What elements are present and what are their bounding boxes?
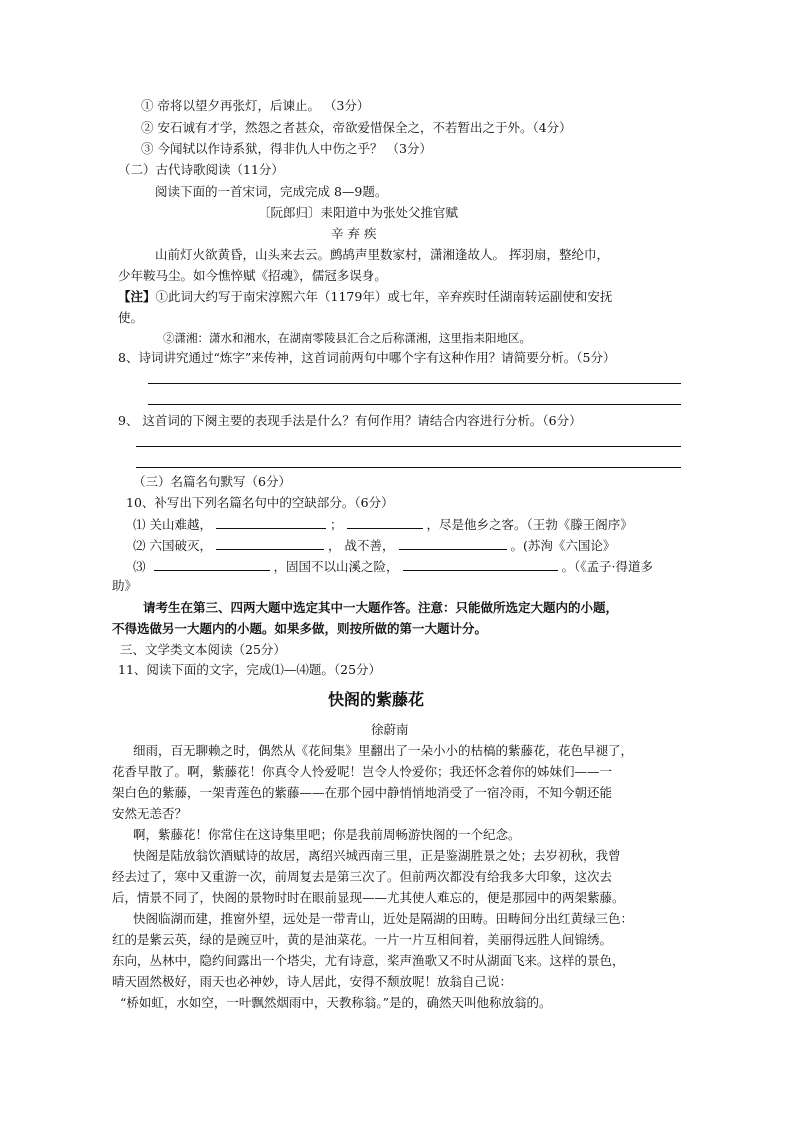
item-text: ，固国不以山溪之险， [273,559,399,574]
notice-line-1: 请考生在第三、四两大题中选定其中一大题作答。注意：只能做所选定大题内的小题， [143,600,619,615]
paragraph-line: 细雨，百无聊赖之时，偶然从《花间集》里翻出了一朵小小的枯槁的紫藤花，花色早褪了， [133,743,634,758]
paragraph-line: 架白色的紫藤，一架青莲色的紫藤——在那个园中静悄悄地消受了一宿冷雨，不知今朝还能 [112,785,613,800]
fill-blank[interactable] [216,537,324,550]
notice-line-2: 不得选做另一大题内的小题。如果多做，则按所做的第一大题计分。 [112,621,488,636]
paragraph-line: 晴天固然极好，雨天也必神妙，诗人居此，安得不颓放呢！放翁自己说： [112,974,513,989]
translation-item-3: ③ 今闻轼以作诗系狱，得非仇人中伤之乎？ （3分） [141,141,432,156]
dictation-heading: （三）名篇名句默写（6分） [133,474,291,489]
translation-item-2: ② 安石诚有才学，然怨之者甚众，帝欲爱惜保全之，不若暂出之于外。（4分） [141,120,572,135]
question-11: 11、阅读下面的文字，完成⑴—⑷题。（25分） [118,662,382,677]
paragraph-line: 花香早散了。啊，紫藤花！你真令人怜爱呢！岂令人怜爱你；我还怀念着你的姊妹们——一 [112,764,613,779]
item-text: ， 战不善， [328,538,395,553]
fill-blank[interactable] [399,537,507,550]
question-9: 9、 这首词的下阕主要的表现手法是什么？有何作用？请结合内容进行分析。（6分） [118,413,582,428]
poem-note-2: ②潇湘：潇水和湘水，在湖南零陵县汇合之后称潇湘，这里指耒阳地区。 [163,331,531,345]
poetry-heading: （二）古代诗歌阅读（11分） [118,162,284,177]
item-number: ⑴ [133,517,146,532]
dictation-item-3 [133,558,653,575]
dictation-item-1 [133,516,633,533]
section-3-heading: 三、文学类文本阅读（25分） [120,642,286,657]
question-10: 10、补写出下列名篇名句中的空缺部分。（6分） [126,495,394,510]
dictation-item-2 [133,537,615,554]
note-1-text: ①此词大约写于南宋淳熙六年（1179年）或七年，辛弃疾时任湖南转运副使和安抚 [155,289,613,304]
answer-line[interactable] [136,467,681,468]
answer-line[interactable] [136,446,681,447]
poem-note-1-cont: 使。 [118,310,144,325]
paragraph-line: 经去过了，寒中又重游一次，前周复去是第三次了。但前两次都没有给我多大印象，这次去 [112,869,613,884]
fill-blank[interactable] [154,558,270,571]
fill-blank[interactable] [216,516,326,529]
paragraph-line: 啊，紫藤花！你常住在这诗集里吧；你是我前周畅游快阁的一个纪念。 [133,827,521,842]
poem-line-1: 山前灯火欲黄昏，山头来去云。鹧鸪声里数家村，潇湘逢故人。 挥羽扇，整纶巾， [155,247,609,262]
article-author: 徐蔚南 [371,722,409,737]
item-text: 。(苏洵《六国论》 [510,538,616,553]
paragraph-line: 东向，丛林中，隐约间露出一个塔尖，尤有诗意，桨声渔歌又不时从湖面飞来。这样的景色， [112,953,625,968]
item-text: 关山难越， [149,517,213,532]
fill-blank[interactable] [347,516,423,529]
poem-line-2: 少年鞍马尘。如今憔悴赋《招魂》，儒冠多误身。 [118,268,387,283]
poem-title: 〔阮郎归〕耒阳道中为张处父推官赋 [258,205,459,220]
paragraph-line: 快阁临湖而建，推窗外望，远处是一带青山，近处是隔湖的田畴。田畴间分出红黄绿三色： [133,911,634,926]
poetry-instruction: 阅读下面的一首宋词，完成完成 8—9题。 [155,184,388,199]
paragraph-line: 快阁是陆放翁饮酒赋诗的故居，离绍兴城西南三里，正是鉴湖胜景之处；去岁初秋，我曾 [133,848,621,863]
article-title: 快阁的紫藤花 [328,690,425,709]
question-8: 8、诗词讲究通过“炼字”来传神，这首词前两句中哪个字有这种作用？请简要分析。（5分） [118,350,616,365]
fill-blank[interactable] [403,558,558,571]
item-number: ⑶ [133,559,146,574]
item-text: 六国破灭， [149,538,213,553]
paragraph-line: 红的是紫云英，绿的是豌豆叶，黄的是油菜花。一片一片互相间着，美丽得远胜人间锦绣。 [112,932,613,947]
item-text: ； [330,517,343,532]
note-label: 【注】 [118,289,156,304]
paragraph-line: 后，情景不同了，快阁的景物时时在眼前显现——尤其使人难忘的，便是那园中的两架紫藤。 [112,890,625,905]
item-text: 。（《孟子·得道多 [561,559,653,574]
paragraph-line: “桥如虹，水如空，一叶飘然烟雨中，天教称翁。”是的，确然天叫他称放翁的。 [120,995,552,1010]
answer-line[interactable] [148,404,681,405]
translation-item-1: ① 帝将以望夕再张灯，后谏止。 （3分） [141,98,370,113]
dictation-item-3-cont: 助》 [112,578,138,593]
paragraph-line: 安然无恙否？ [112,806,188,821]
answer-line[interactable] [148,383,681,384]
item-number: ⑵ [133,538,146,553]
poem-author: 辛 弃 疾 [331,226,377,241]
poem-note-1 [118,289,612,305]
item-text: ，尽是他乡之客。（王勃《滕王阁序》 [426,517,633,532]
